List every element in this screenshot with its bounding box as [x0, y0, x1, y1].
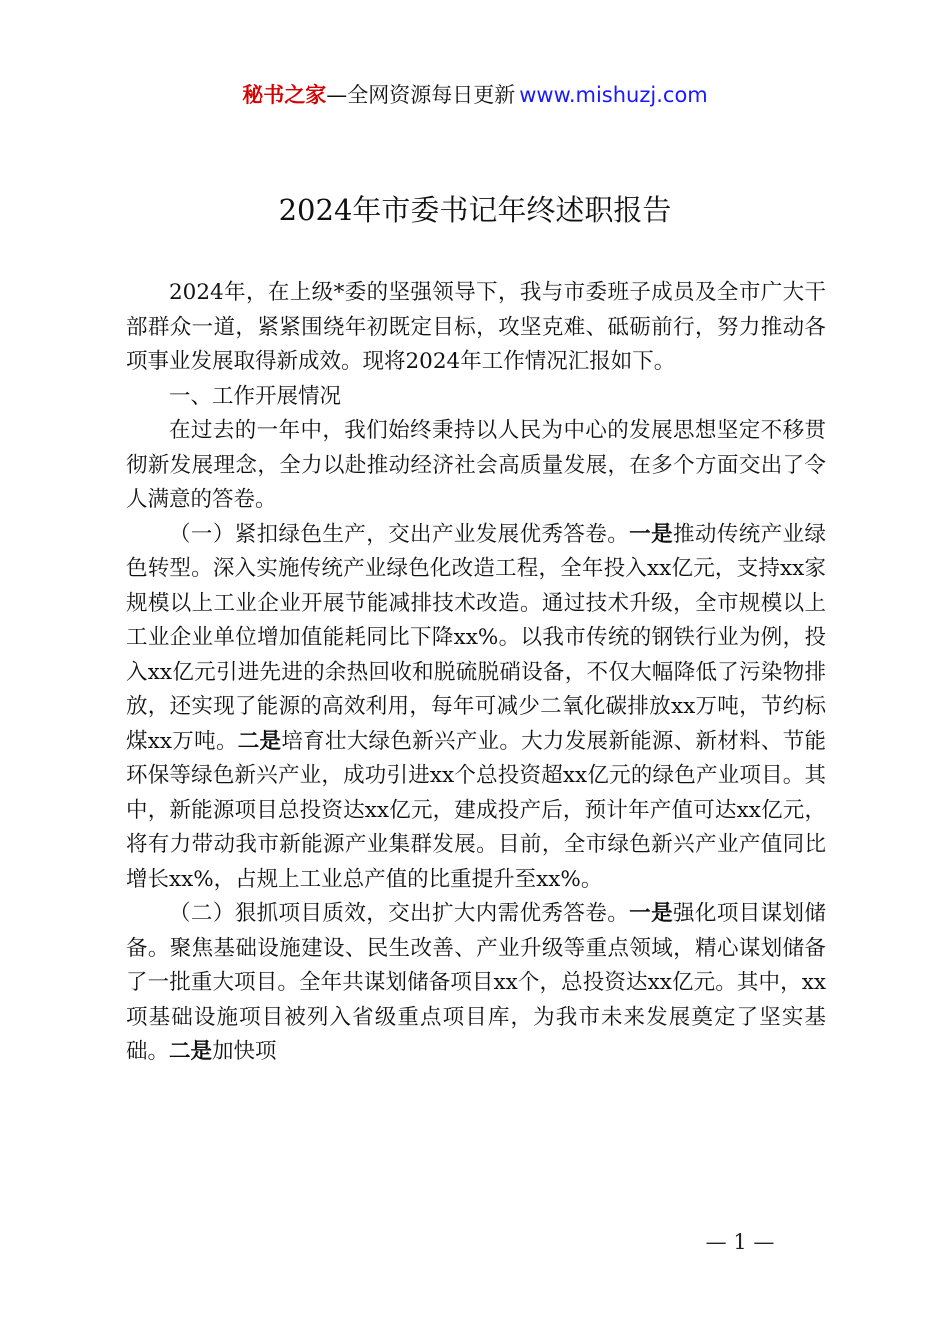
- emphasis-text: 二是: [237, 728, 282, 754]
- site-brand: 秘书之家: [242, 83, 327, 107]
- paragraph-text: （二）狠抓项目质效，交出扩大内需优秀答卷。: [169, 901, 630, 926]
- paragraph-text: 推动传统产业绿色转型。深入实施传统产业绿色化改造工程，全年投入xx亿元，支持xx家规模以上工业企业开展节能减排技术改造。通过技术升级，全市规模以上工业企业单位增加值能耗同比下降xx%。以我市传统的钢铁行业为例，投入xx亿元引进先进的余热回收和脱硫脱硝设备，不仅大幅降低了污染物排放，还实现了能源的高效利用，每年可减少二氧化碳排放xx万吨，节约标煤xx万吨。: [126, 521, 826, 754]
- emphasis-text: 一是: [629, 901, 673, 926]
- body-paragraph: [126, 897, 826, 1070]
- document-body: [126, 276, 826, 1070]
- body-paragraph: [126, 518, 826, 898]
- paragraph-text: 一、工作开展情况: [169, 383, 342, 409]
- paragraph-text: 2024年，在上级*委的坚强领导下，我与市委班子成员及全市广大干部群众一道，紧紧围绕年初既定目标，攻坚克难、砥砺前行，努力推动各项事业发展取得新成效。现将2024年工作情况汇报如下。: [126, 280, 826, 374]
- paragraph-text: 培育壮大绿色新兴产业。大力发展新能源、新材料、节能环保等绿色新兴产业，成功引进xx个总投资超xx亿元的绿色产业项目。其中，新能源项目总投资达xx亿元，建成投产后，预计年产值可达xx亿元，将有力带动我市新能源产业集群发展。目前，全市绿色新兴产业产值同比增长xx%，占规上工业总产值的比重提升至xx%。: [126, 728, 826, 892]
- site-tagline: —全网资源每日更新: [326, 83, 516, 107]
- site-header: [0, 78, 950, 112]
- site-url-link[interactable]: www.mishuzj.com: [519, 83, 708, 107]
- body-paragraph: [126, 414, 826, 518]
- paragraph-text: （一）紧扣绿色生产，交出产业发展优秀答卷。: [169, 521, 630, 547]
- body-paragraph: [126, 380, 826, 415]
- paragraph-text: 在过去的一年中，我们始终秉持以人民为中心的发展思想坚定不移贯彻新发展理念，全力以赴推动经济社会高质量发展，在多个方面交出了令人满意的答卷。: [126, 418, 826, 512]
- page-number: — 1 —: [705, 1230, 775, 1254]
- body-paragraph: [126, 276, 826, 380]
- paragraph-text: 加快项: [212, 1039, 277, 1064]
- document-title: 2024年市委书记年终述职报告: [278, 193, 672, 227]
- emphasis-text: 二是: [169, 1039, 213, 1064]
- paragraph-text: 强化项目谋划储备。聚焦基础设施建设、民生改善、产业升级等重点领域，精心谋划储备了一批重大项目。全年共谋划储备项目xx个，总投资达xx亿元。其中，xx项基础设施项目被列入省级重点项目库，为我市未来发展奠定了坚实基础。: [126, 901, 826, 1064]
- emphasis-text: 一是: [629, 521, 673, 547]
